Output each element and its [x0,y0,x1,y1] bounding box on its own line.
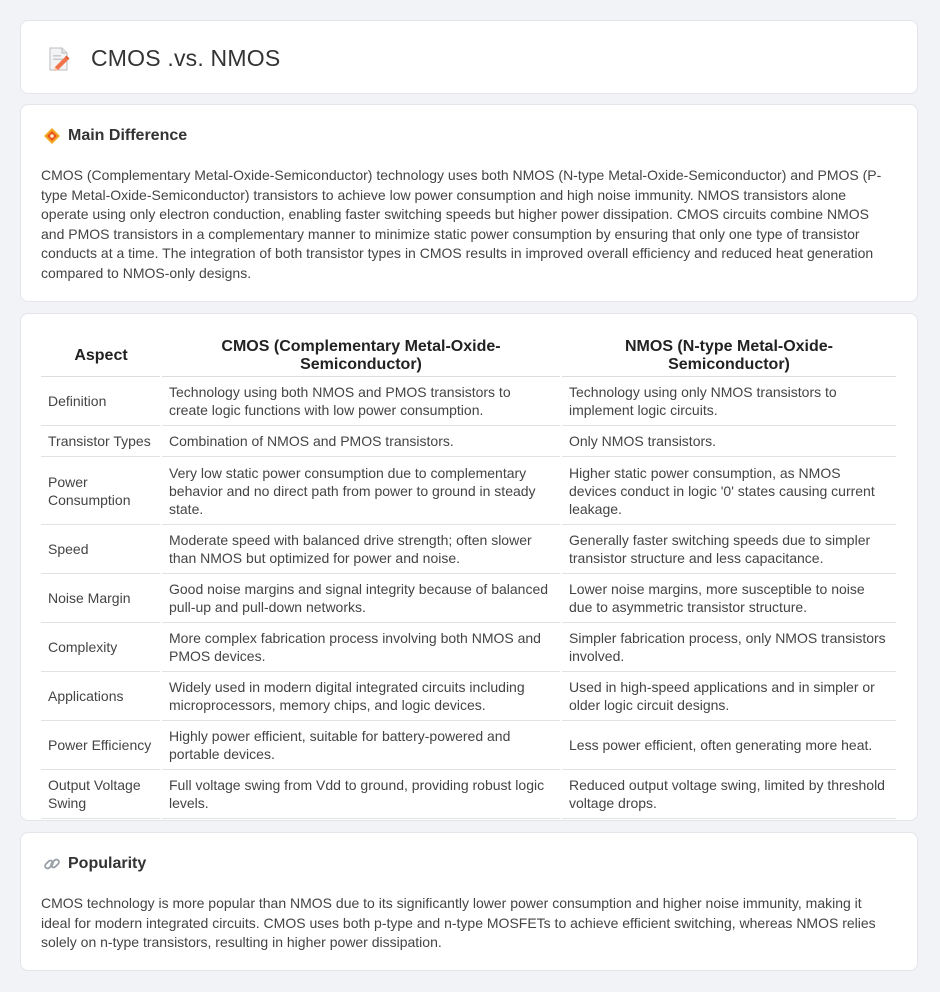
table-row [41,426,897,457]
nmos-cell: Technology using only NMOS transistors to implement logic circuits. [561,377,897,426]
popularity-section [20,832,918,971]
cmos-cell: Technology using both NMOS and PMOS transistors to create logic functions with low power consumption. [161,377,561,426]
aspect-cell: Applications [41,672,161,721]
aspect-cell: Transistor Types [41,426,161,457]
document-edit-icon [47,46,71,72]
cmos-cell: Combination of NMOS and PMOS transistors. [161,426,561,457]
nmos-cell: Less power efficient, often generating more heat. [561,721,897,770]
header-nmos: NMOS (N-type Metal-Oxide-Semiconductor) [561,334,897,377]
aspect-cell: Power Consumption [41,457,161,525]
table-row [41,623,897,672]
table-row [41,770,897,819]
link-icon [43,855,61,873]
table-row [41,377,897,426]
table-row [41,525,897,574]
aspect-cell: Definition [41,377,161,426]
comparison-table [41,334,898,819]
table-row [41,457,897,525]
table-header-row [41,334,897,377]
cmos-cell: Full voltage swing from Vdd to ground, providing robust logic levels. [161,770,561,819]
popularity-heading: Popularity [68,855,147,872]
main-difference-heading: Main Difference [68,127,188,144]
main-difference-section [20,104,918,302]
aspect-cell: Power Efficiency [41,721,161,770]
aspect-cell: Speed [41,525,161,574]
main-difference-text: CMOS (Complementary Metal-Oxide-Semiconductor) technology uses both NMOS (N-type Metal-Oxide-Semiconductor) and PMOS (P-type Metal-Oxide-Semiconductor) transistors to achieve low power consumption and high noise immunity. NMOS transistors alone operate using only electron conduction, enabling faster switching speeds but higher power dissipation. CMOS circuits combine NMOS and PMOS transistors in a complementary manner to minimize static power consumption by ensuring that only one type of transistor conducts at a time. The integration of both transistor types in CMOS results in improved overall efficiency and reduced heat generation compared to NMOS-only designs. [41,167,882,281]
nmos-cell: Generally faster switching speeds due to simpler transistor structure and less capacitance. [561,525,897,574]
aspect-cell: Output Voltage Swing [41,770,161,819]
nmos-cell: Higher static power consumption, as NMOS devices conduct in logic '0' states causing current leakage. [561,457,897,525]
page-title: CMOS .vs. NMOS [91,45,281,71]
header-aspect: Aspect [41,334,161,377]
nmos-cell: Used in high-speed applications and in simpler or older logic circuit designs. [561,672,897,721]
table-row [41,574,897,623]
popularity-text: CMOS technology is more popular than NMOS due to its significantly lower power consumption and higher noise immunity, making it ideal for modern integrated circuits. CMOS uses both p-type and n-type MOSFETs to achieve efficient switching, whereas NMOS relies solely on n-type transistors, resulting in higher power dissipation. [41,895,876,951]
header-cmos: CMOS (Complementary Metal-Oxide-Semiconductor) [161,334,561,377]
cmos-cell: Very low static power consumption due to complementary behavior and no direct path from power to ground in steady state. [161,457,561,525]
title-card [20,20,918,94]
table-row [41,721,897,770]
comparison-section [20,313,918,821]
cmos-cell: Widely used in modern digital integrated circuits including microprocessors, memory chips, and logic devices. [161,672,561,721]
nmos-cell: Reduced output voltage swing, limited by threshold voltage drops. [561,770,897,819]
table-row [41,672,897,721]
nmos-cell: Simpler fabrication process, only NMOS transistors involved. [561,623,897,672]
cmos-cell: Highly power efficient, suitable for battery-powered and portable devices. [161,721,561,770]
aspect-cell: Complexity [41,623,161,672]
cmos-cell: Good noise margins and signal integrity because of balanced pull-up and pull-down networks. [161,574,561,623]
cmos-cell: More complex fabrication process involving both NMOS and PMOS devices. [161,623,561,672]
cmos-cell: Moderate speed with balanced drive strength; often slower than NMOS but optimized for power and noise. [161,525,561,574]
diamond-icon [43,127,61,145]
nmos-cell: Only NMOS transistors. [561,426,897,457]
nmos-cell: Lower noise margins, more susceptible to noise due to asymmetric transistor structure. [561,574,897,623]
aspect-cell: Noise Margin [41,574,161,623]
